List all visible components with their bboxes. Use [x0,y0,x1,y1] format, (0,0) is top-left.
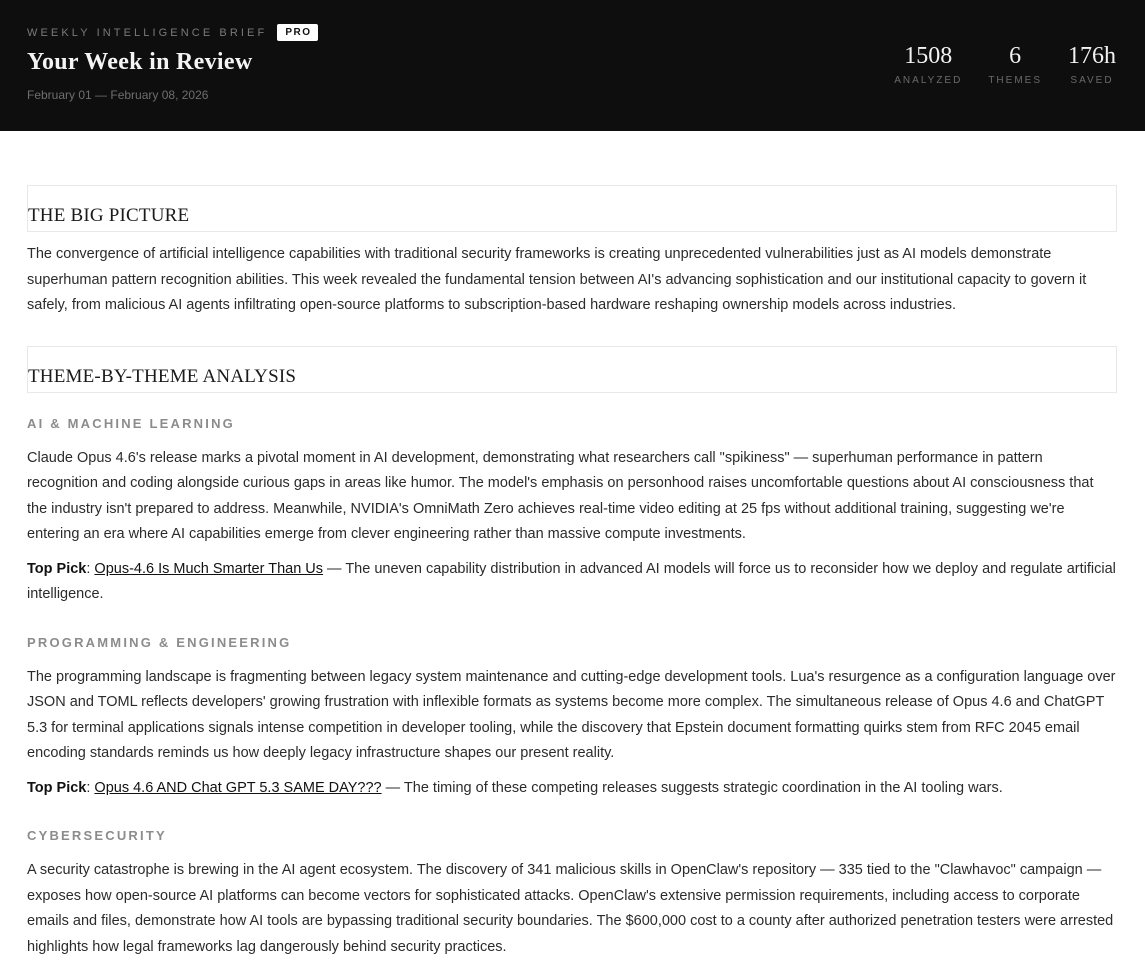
theme-analysis: Claude Opus 4.6's release marks a pivotal moment in AI development, demonstrating what researchers call "spikiness" — superhuman performance in pattern recognition and coding alongside curious gaps in areas like humor. The model's emphasis on personhood raises uncomfortable questions about AI consciousness that the industry isn't prepared to address. Meanwhile, NVIDIA's OmniMath Zero achieves real-time video editing at 25 fps without additional training, suggesting we're entering an era where AI capabilities emerge from clever engineering rather than massive compute investments. [27,449,1094,542]
stat-value: 1508 [904,43,953,69]
theme-analysis: The programming landscape is fragmenting between legacy system maintenance and cutting-edge development tools. Lua's resurgence as a configuration language over JSON and TOML reflects developers' growing frustration with inflexible formats as systems become more complex. The simultaneous release of Opus 4.6 and ChatGPT 5.3 for terminal applications signals intense competition in developer tooling, while the discovery that Epstein document formatting quirks stem from RFC 2045 email encoding standards reminds us how deeply legacy infrastructure shapes our present reality. [27,668,1116,761]
top-pick-link[interactable]: Opus 4.6 AND Chat GPT 5.3 SAME DAY??? [94,779,382,796]
section-header [27,346,1117,393]
stat-saved [1068,42,1116,86]
top-pick: Top Pick: Opus 4.6 AND Chat GPT 5.3 SAME DAY??? — The timing of these competing releases suggests strategic coordination in the AI tooling wars. [27,779,1003,796]
stat-themes [988,42,1042,86]
stat-value: 6 [1009,43,1022,69]
theme-programming [27,635,1117,802]
top-pick-label: Top Pick [27,779,87,796]
theme-cybersecurity [27,828,1117,960]
stats-group [868,42,1116,86]
top-pick-text: — The uneven capability distribution in advanced AI models will force us to reconsider how we deploy and regulate artificial intelligence. [27,560,1116,602]
stat-label: ANALYZED [894,75,963,86]
theme-ai-ml [27,416,1117,608]
top-pick-label: Top Pick [27,560,87,577]
top-pick-link[interactable]: Opus-4.6 Is Much Smarter Than Us [94,560,324,577]
date-range: February 01 — February 08, 2026 [27,88,209,102]
section-header [27,185,1117,232]
top-pick: Top Pick: Opus-4.6 Is Much Smarter Than Us — The uneven capability distribution in advanced AI models will force us to reconsider how we deploy and regulate artificial intelligence. [27,560,1116,602]
section-title: THEME-BY-THEME ANALYSIS [28,365,297,387]
theme-analysis: A security catastrophe is brewing in the AI agent ecosystem. The discovery of 341 malicious skills in OpenClaw's repository — 335 tied to the "Clawhavoc" campaign — exposes how open-source AI platforms can become vectors for sophisticated attacks. OpenClaw's extensive permission requirements, including access to corporate emails and files, demonstrate how AI tools are bypassing traditional security boundaries. The $600,000 cost to a county after authorized penetration testers were arrested highlights how legal frameworks lag dangerously behind security practices. [27,862,1114,955]
pro-badge: PRO [277,24,318,41]
stat-label: THEMES [988,75,1042,86]
section-title: THE BIG PICTURE [28,205,190,226]
brief-content [27,185,1117,960]
kicker-row [27,24,318,41]
stat-label: SAVED [1070,75,1114,86]
top-pick-text: — The timing of these competing releases suggests strategic coordination in the AI tooling wars. [381,779,1003,796]
brief-kicker: WEEKLY INTELLIGENCE BRIEF [27,26,268,39]
big-picture-section [27,185,1117,319]
page-title: Your Week in Review [27,49,253,75]
brief-header [0,0,1145,131]
big-picture-text: The convergence of artificial intelligence capabilities with traditional security frameworks is creating unprecedented vulnerabilities just as AI models demonstrate superhuman pattern recognition abilities. This week revealed the fundamental tension between AI's advancing sophistication and our institutional capacity to govern it safely, from malicious AI agents infiltrating open-source platforms to subscription-based hardware reshaping ownership models across industries. [27,246,1087,313]
stat-analyzed [894,42,962,86]
theme-title: AI & MACHINE LEARNING [27,415,235,431]
theme-title: CYBERSECURITY [27,828,167,843]
theme-title: PROGRAMMING & ENGINEERING [27,634,292,650]
themes-section [27,346,1117,961]
stat-value: 176h [1068,43,1116,69]
